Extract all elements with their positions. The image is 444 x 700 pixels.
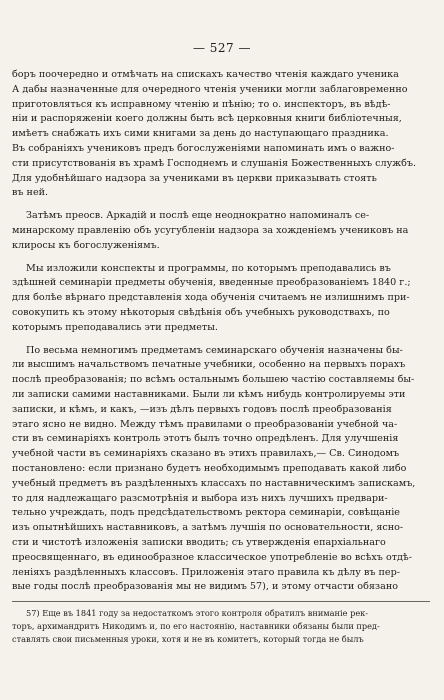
- text-line: то для надлежащаго разсмотрѣнія и выбора изъ нихъ лучшихъ предвари-: [12, 492, 388, 504]
- paragraph-gap: [12, 336, 430, 344]
- footnote-line: 57) Еще въ 1841 году за недостаткомъ этого контроля обратилъ вниманіе рек-: [26, 608, 369, 619]
- text-line: Для удобнѣйшаго надзора за учениками въ церкви приказывать стоять: [12, 172, 377, 184]
- text-line: преосвященнаго, въ единообразное классическое употребленіе во всѣхъ отдѣ-: [12, 551, 412, 563]
- text-line: приготовляться къ исправному чтенію и пѣнію; то о. инспекторъ, въ вѣдѣ-: [12, 98, 391, 110]
- text-line: леніяхъ раздѣленныхъ классовъ. Приложенія этаго правила къ дѣлу въ пер-: [12, 566, 400, 578]
- text-line: минарскому правленію объ усугубленіи надзора за хожденіемъ учениковъ на: [12, 224, 409, 236]
- text-line: этаго ясно не видно. Между тѣмъ правилами о преобразованіи учебной ча-: [12, 418, 398, 430]
- footnote-line: ставлять свои письменныя уроки, хотя и не въ комитетъ, который тогда не былъ: [12, 634, 364, 645]
- text-line: для болѣе вѣрнаго представленія хода обученія считаемъ не излишнимъ при-: [12, 292, 410, 304]
- paragraph: [12, 262, 430, 336]
- paragraph: [12, 68, 430, 201]
- footnote-line: торъ, архимандритъ Никодимъ и, по его настоянію, наставники обязаны были пред-: [12, 621, 380, 632]
- paragraph-gap: [12, 201, 430, 209]
- text-line: которымъ преподавались эти предметы.: [12, 321, 218, 333]
- text-line: изъ опытнѣйшихъ наставниковъ, а затѣмъ лучшія по основательности, ясно-: [12, 522, 404, 534]
- text-line: вые годы послѣ преобразованія мы не видимъ 57), и этому отчасти обязано: [12, 581, 399, 593]
- text-line: Въ собраніяхъ учениковъ предъ богослуженіями напоминать имъ о важно-: [12, 142, 395, 154]
- page-number: — 527 —: [192, 41, 252, 55]
- text-line: сти въ семинаріяхъ контроль этотъ былъ точно опредѣленъ. Для улучшенія: [12, 433, 399, 445]
- text-line: послѣ преобразованія; по всѣмъ остальнымъ большею частію составляемы бы-: [12, 374, 415, 386]
- text-line: ли высшимъ начальствомъ печатные учебники, особенно на первыхъ порахъ: [12, 359, 406, 371]
- text-line: въ ней.: [12, 187, 49, 199]
- body-text: [12, 68, 430, 595]
- text-line: тельно учреждать, подъ предсѣдательствомъ ректора семинаріи, совѣщаніе: [12, 507, 400, 519]
- text-line: учебной части въ семинаріяхъ сказано въ этихъ правилахъ,— Св. Синодомъ: [12, 448, 400, 460]
- text-line: сти присутствованія въ храмѣ Господнемъ и слушанія Божественныхъ службъ.: [12, 157, 417, 169]
- text-line: совокупить къ этому нѣкоторыя свѣдѣнія объ учебныхъ руководствахъ, по: [12, 306, 390, 318]
- footnote-divider: [12, 601, 430, 602]
- text-line: ніи и распоряженіи коего должны быть всѣ церковныя книги библіотечныя,: [12, 113, 402, 125]
- text-line: По весьма немногимъ предметамъ семинарскаго обученія назначены бы-: [26, 344, 403, 356]
- text-line: боръ поочередно и отмѣчать на спискахъ качество чтенія каждаго ученика: [12, 69, 399, 80]
- text-line: А дабы назначенные для очередного чтенія ученики могли заблаговременно: [12, 83, 408, 95]
- text-line: здѣшней семинаріи предметы обученія, введенные преобразованіемъ 1840 г.;: [12, 277, 411, 289]
- text-line: ли записки самими наставниками. Были ли кѣмъ нибудь контролируемы эти: [12, 388, 406, 400]
- text-line: постановлено: если признано будетъ необходимымъ преподавать какой либо: [12, 462, 407, 474]
- text-line: сти и чистотѣ изложенія записки вводить; съ утвержденія епархіальнаго: [12, 536, 386, 548]
- paragraph: [12, 209, 430, 253]
- text-line: Затѣмъ преосв. Аркадій и послѣ еще неоднократно напоминалъ се-: [26, 210, 370, 222]
- text-line: Мы изложили конспекты и программы, по которымъ преподавались въ: [26, 262, 391, 274]
- text-line: клиросы къ богослуженіямъ.: [12, 239, 160, 251]
- text-line: записки, и кѣмъ, и какъ, —изъ дѣлъ первыхъ годовъ послѣ преобразованія: [12, 403, 392, 415]
- paragraph: [12, 344, 430, 596]
- paragraph-gap: [12, 254, 430, 262]
- text-line: учебный предметъ въ раздѣленныхъ классахъ по наставническимъ запискамъ,: [12, 477, 416, 489]
- text-line: имѣетъ снабжать ихъ сими книгами за день до наступающаго праздника.: [12, 128, 389, 140]
- footnote: [12, 607, 430, 646]
